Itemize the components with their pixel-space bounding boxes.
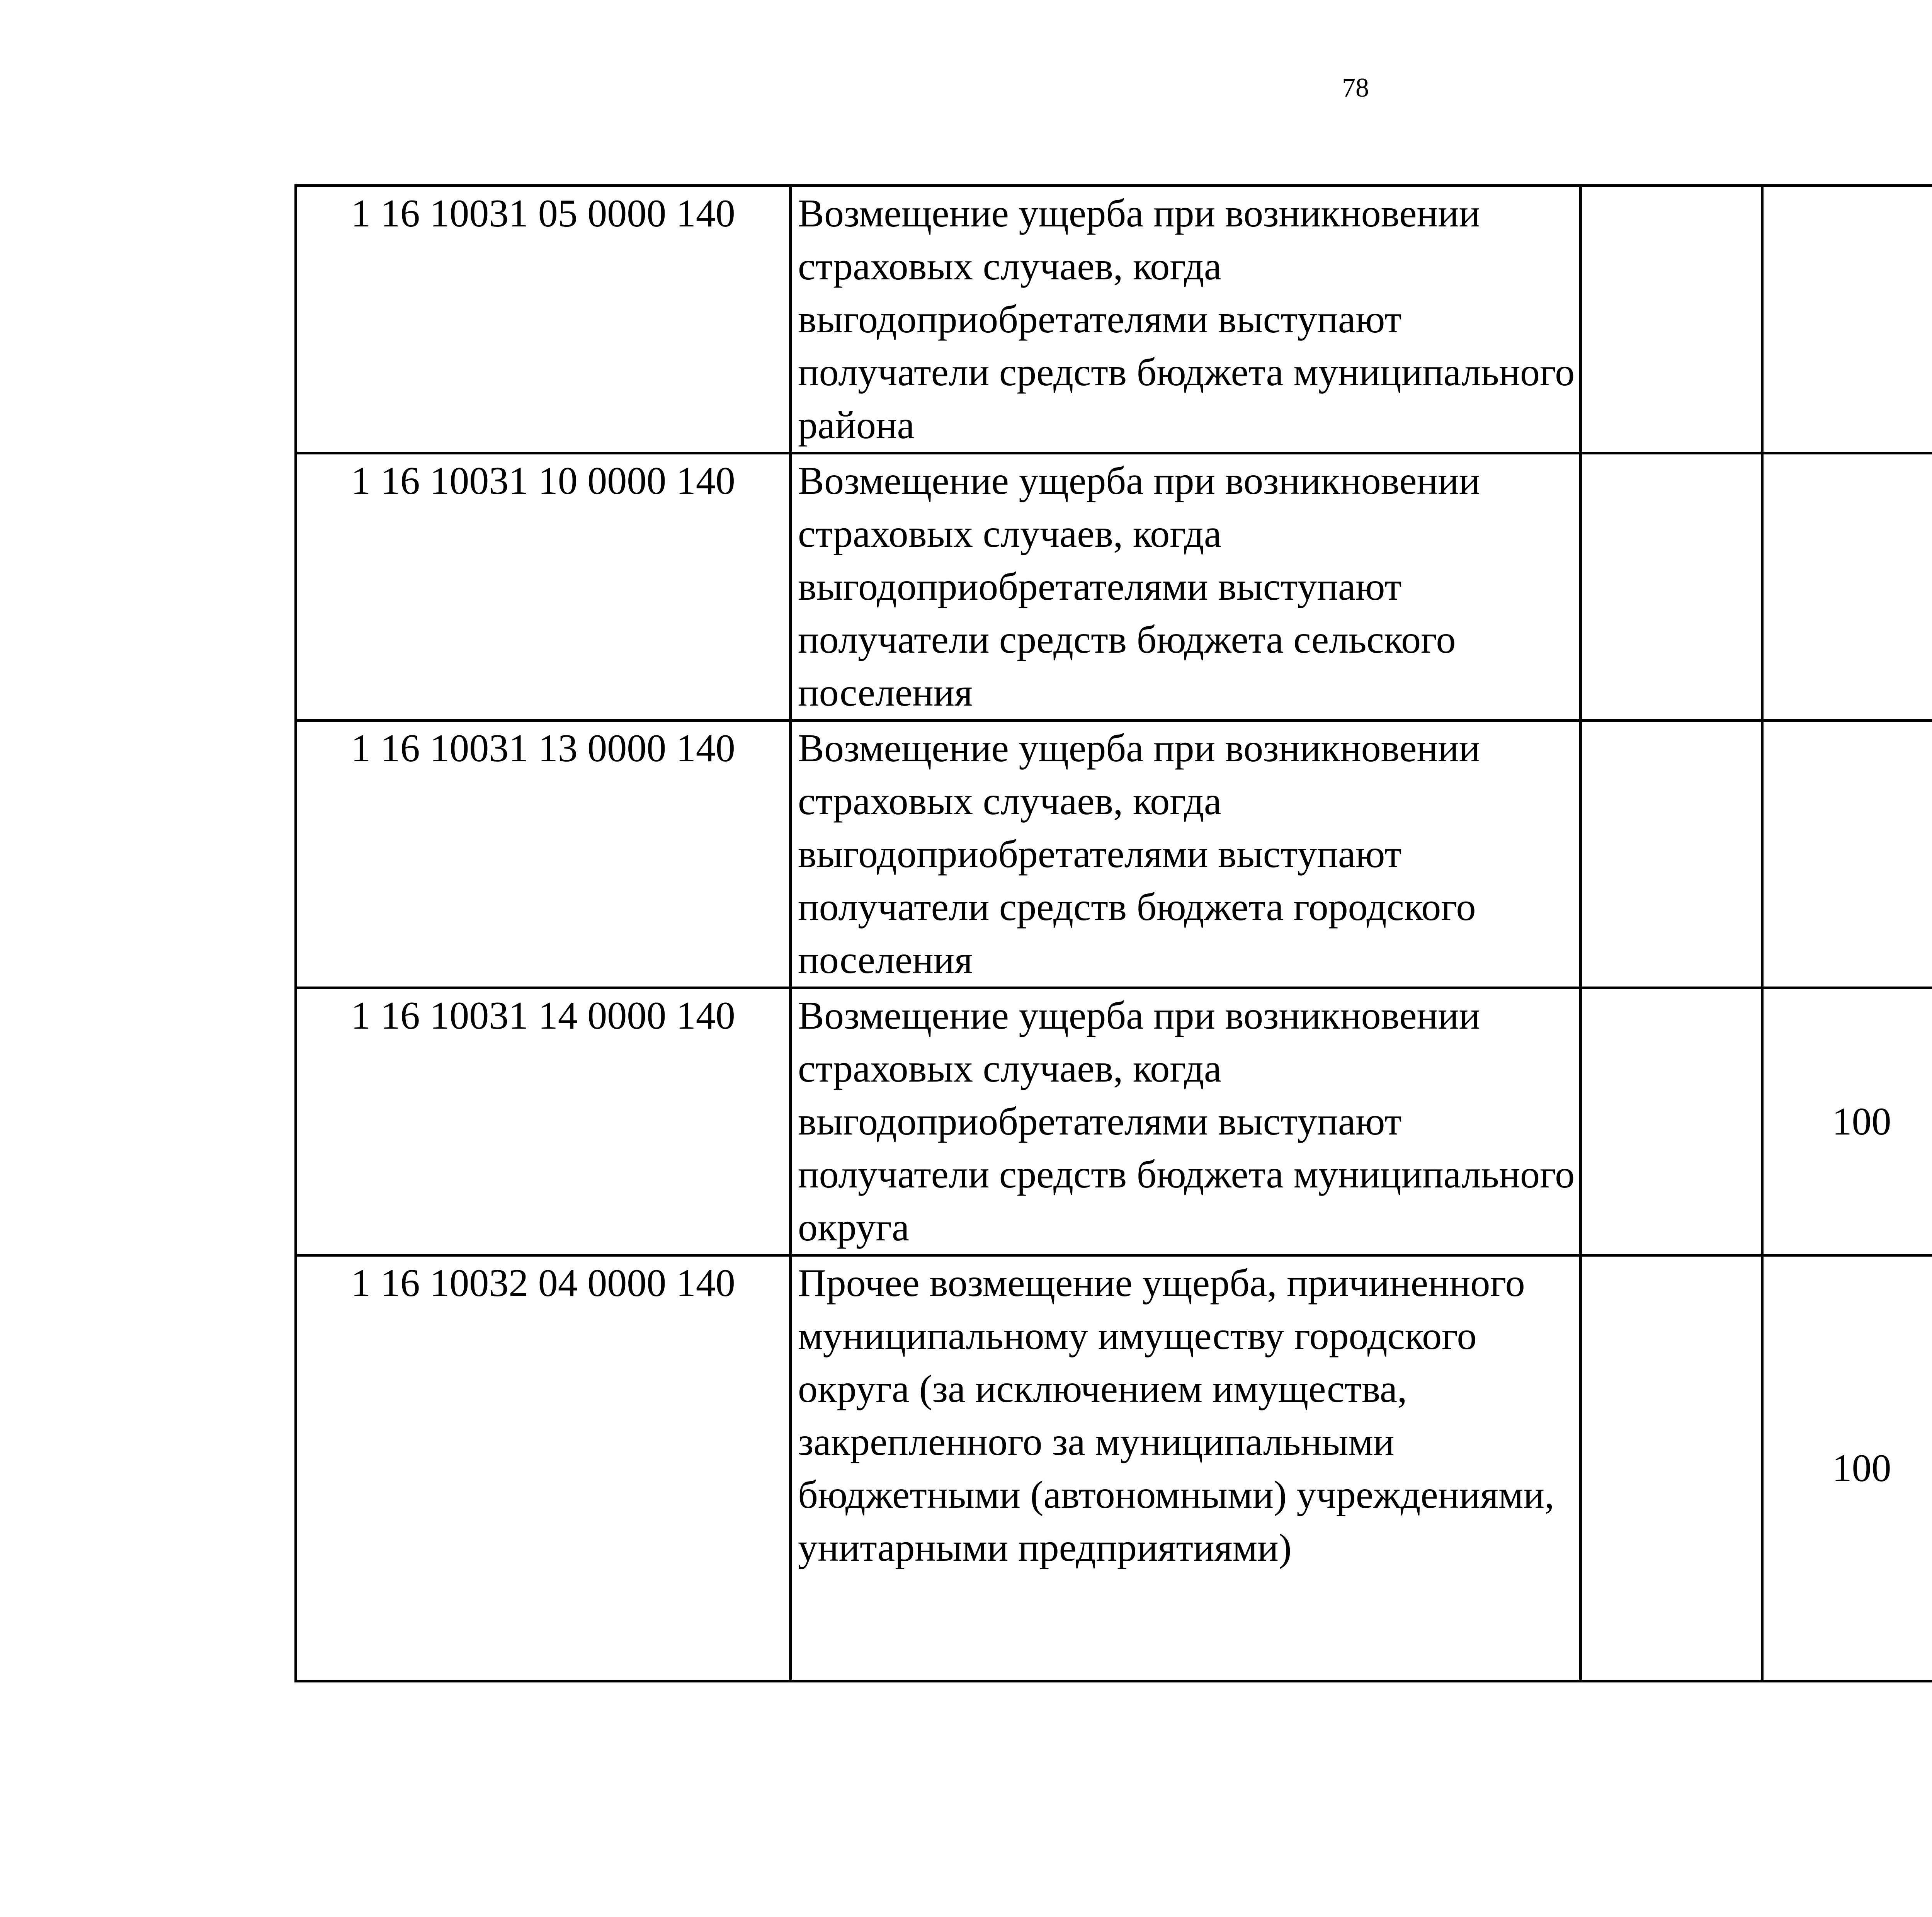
revenue-code: 1 16 10031 14 0000 140 [296, 988, 791, 1255]
table-row [296, 453, 1932, 721]
table-row [296, 186, 1932, 453]
revenue-code: 1 16 10031 05 0000 140 [296, 186, 791, 453]
share-cell: 100 [1762, 988, 1932, 1255]
revenue-description: Возмещение ущерба при возникновении страховых случаев, когда выгодоприобретателями выступают получатели средств бюджета сельского поселения [791, 453, 1581, 721]
revenue-description: Прочее возмещение ущерба, причиненного муниципальному имуществу городского округа (за исключением имущества, закрепленного за муниципальными бюджетными (автономными) учреждениями, унитарными предприятиями) [791, 1255, 1581, 1681]
page-number: 78 [1342, 73, 1369, 103]
revenue-code: 1 16 10031 13 0000 140 [296, 721, 791, 988]
revenue-description: Возмещение ущерба при возникновении страховых случаев, когда выгодоприобретателями выступают получатели средств бюджета городского поселения [791, 721, 1581, 988]
share-cell [1581, 988, 1762, 1255]
revenue-code: 1 16 10031 10 0000 140 [296, 453, 791, 721]
share-cell [1762, 453, 1932, 721]
share-cell [1762, 186, 1932, 453]
revenue-description: Возмещение ущерба при возникновении страховых случаев, когда выгодоприобретателями выступают получатели средств бюджета муниципального округа [791, 988, 1581, 1255]
revenue-description: Возмещение ущерба при возникновении страховых случаев, когда выгодоприобретателями выступают получатели средств бюджета муниципального района [791, 186, 1581, 453]
share-cell [1581, 453, 1762, 721]
table-row [296, 988, 1932, 1255]
share-cell [1581, 1255, 1762, 1681]
budget-revenue-table [294, 184, 1932, 1682]
share-cell [1762, 721, 1932, 988]
table-row [296, 1255, 1932, 1681]
table-row [296, 721, 1932, 988]
share-cell [1581, 721, 1762, 988]
share-cell [1581, 186, 1762, 453]
share-cell: 100 [1762, 1255, 1932, 1681]
revenue-code: 1 16 10032 04 0000 140 [296, 1255, 791, 1681]
